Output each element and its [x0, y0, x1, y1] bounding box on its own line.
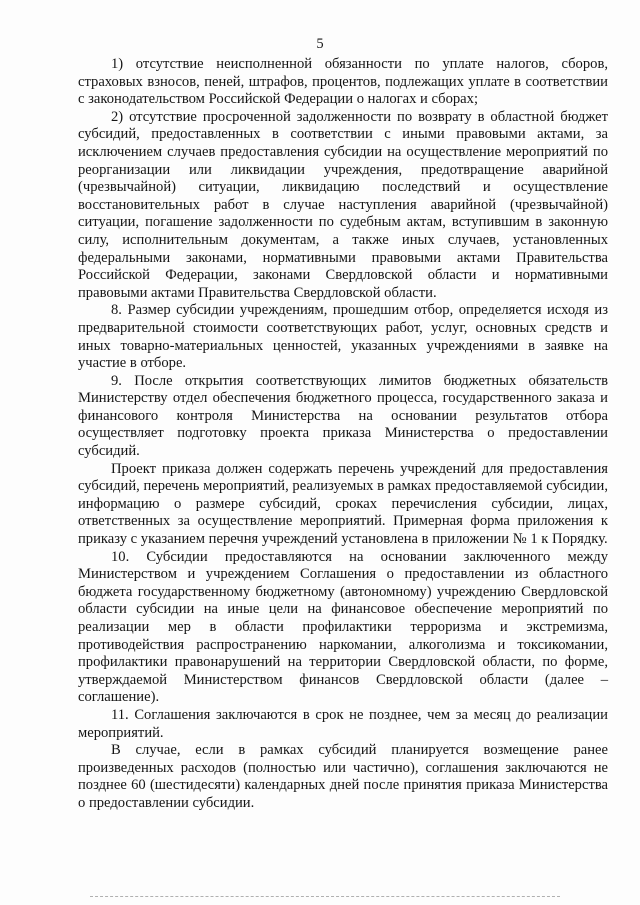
page-number: 5 [316, 36, 324, 52]
paragraph-agreement-basis: 10. Субсидии предоставляются на основании заключенного между Министерством и учреждением Соглашения о предоставлении из областного бюджета государственному бюджетному (автономному) учреждению Свердловской области субсидии на иные цели на финансовое обеспечение мероприятий по реализации мер в области профилактики терроризма и экстремизма, противодействия распространению наркомании, алкоголизма и токсикомании, профилактики правонарушений на территории Свердловской области, по форме, утверждаемой Министерством финансов Свердловской области (далее – соглашение). [78, 548, 608, 706]
paragraph-subsidy-amount: 8. Размер субсидии учреждениям, прошедшим отбор, определяется исходя из предварительной стоимости соответствующих работ, услуг, основных средств и иных товарно-материальных ценностей, указанных учреждениями в заявке на участие в отборе. [78, 302, 608, 372]
document-body [78, 56, 608, 813]
paragraph-reimbursement: В случае, если в рамках субсидий планируется возмещение ранее произведенных расходов (полностью или частично), соглашения заключаются не позднее 60 (шестидесяти) календарных дней после принятия приказа Министерства о предоставлении субсидии. [78, 742, 608, 811]
paragraph-tax-obligations: 1) отсутствие неисполненной обязанности по уплате налогов, сборов, страховых взносов, пеней, штрафов, процентов, подлежащих уплате в соответствии с законодательством Российской Федерации о налогах и сборах; [78, 56, 608, 108]
bottom-scan-edge [90, 896, 560, 897]
paragraph-order-contents: Проект приказа должен содержать перечень учреждений для предоставления субсидий, перечень мероприятий, реализуемых в рамках предоставляемой субсидии, информацию о размере субсидий, сроках перечисления субсидии, лицах, ответственных за осуществление мероприятий. Примерная форма приложения к приказу с указанием перечня учреждений установлена в приложении № 1 к Порядку. [78, 460, 608, 548]
paragraph-overdue-debt: 2) отсутствие просроченной задолженности по возврату в областной бюджет субсидий, предоставленных в соответствии с иными правовыми актами, за исключением случаев предоставления субсидии на осуществление мероприятий по реорганизации или ликвидации учреждения, предотвращение аварийной (чрезвычайной) ситуации, ликвидацию последствий и осуществление восстановительных работ в случае наступления аварийной (чрезвычайной) ситуации, погашение задолженности по судебным актам, вступившим в законную силу, исполнительным документам, а также иных случаев, установленных федеральными законами, нормативными правовыми актами Правительства Российской Федерации, законами Свердловской области и нормативными правовыми актами Правительства Свердловской области. [78, 108, 608, 301]
paragraph-order-preparation: 9. После открытия соответствующих лимитов бюджетных обязательств Министерству отдел обеспечения бюджетного процесса, государственного заказа и финансового контроля Министерства на основании результатов отбора осуществляет подготовку проекта приказа Министерства о предоставлении субсидий. [78, 372, 608, 460]
paragraph-agreement-deadline: 11. Соглашения заключаются в срок не позднее, чем за месяц до реализации мероприятий. [78, 706, 608, 741]
